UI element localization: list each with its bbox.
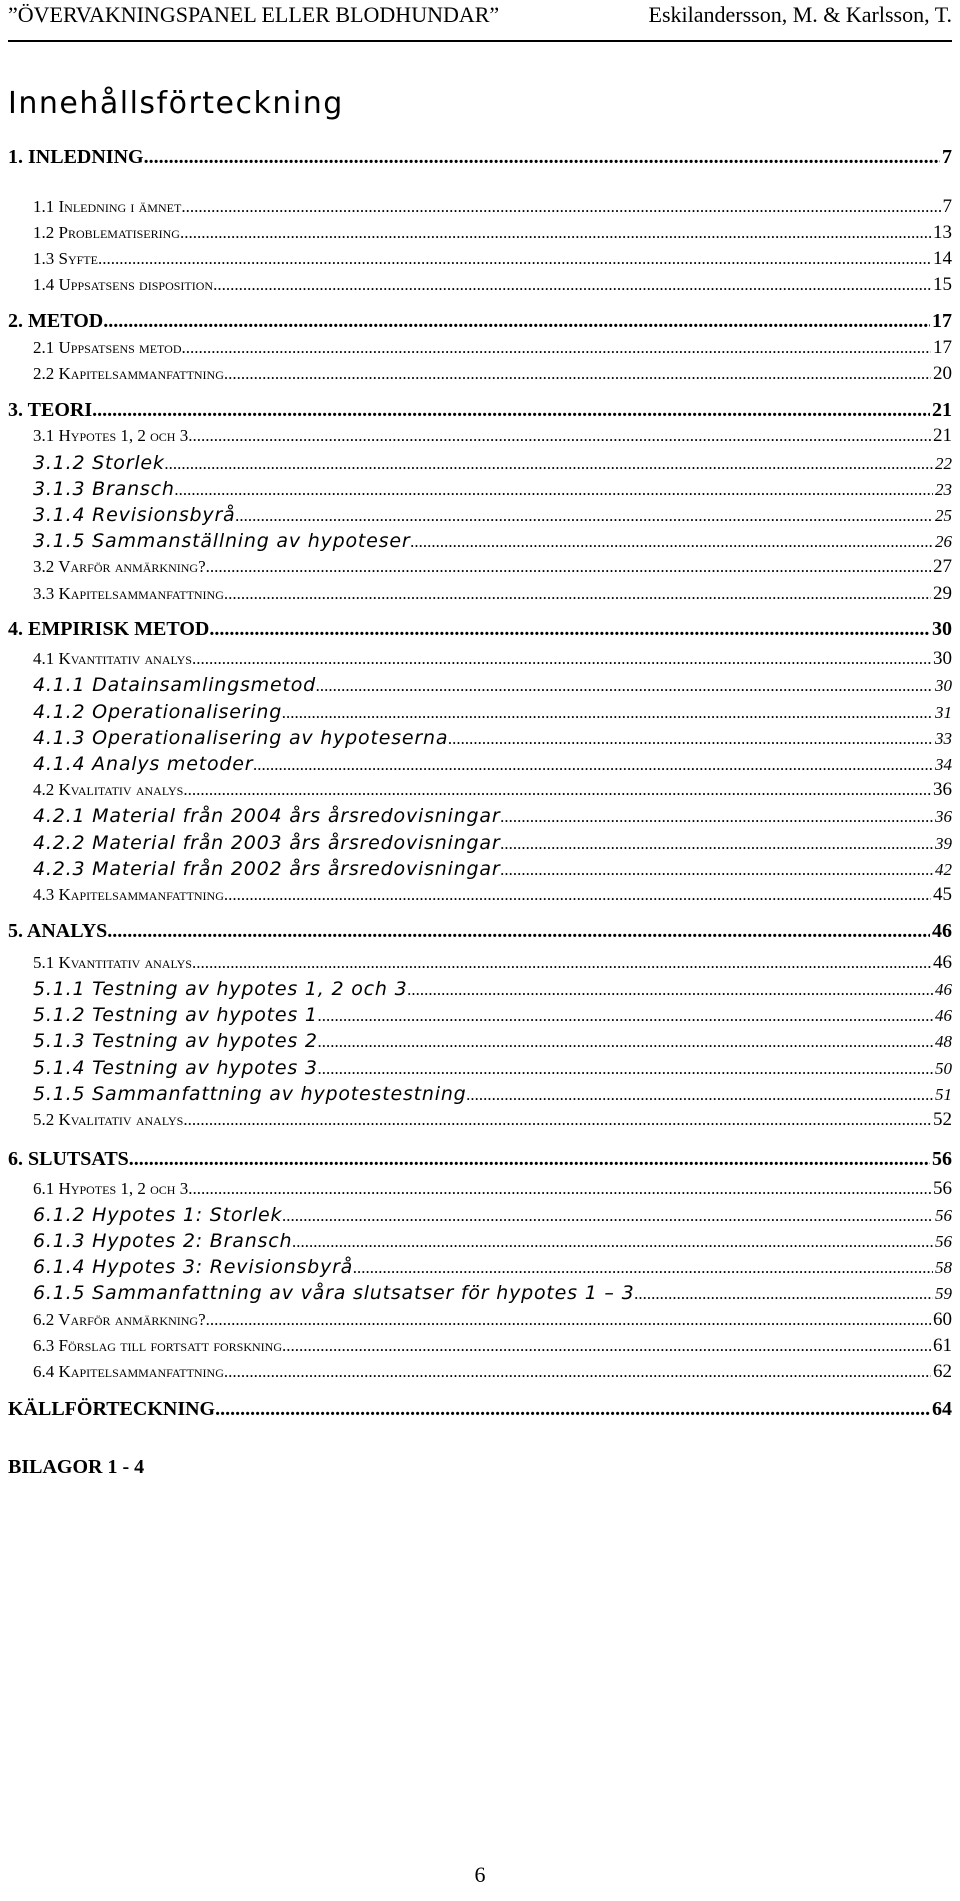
toc-leader-dots [206, 1310, 931, 1330]
toc-entry-page-number: 34 [935, 755, 952, 774]
toc-entry-page-number: 51 [935, 1085, 952, 1104]
toc-entry-label: 5.2 Kvalitativ analys [33, 1110, 184, 1129]
toc-entry-page-number: 30 [932, 618, 952, 640]
toc-entry-label: 3.3 Kapitelsammanfattning [33, 584, 224, 603]
toc-entry-page-number: 61 [933, 1335, 952, 1356]
toc-entry-label: 4.1.3 Operationalisering av hypoteserna [33, 727, 449, 749]
toc-entry-page-number: 62 [933, 1361, 952, 1382]
header-authors: Eskilandersson, M. & Karlsson, T. [648, 2, 952, 27]
toc-leader-dots [253, 755, 933, 775]
toc-entry-page-number: 56 [933, 1178, 952, 1199]
toc-leader-dots [318, 1059, 933, 1079]
toc-entry-page-number: 52 [933, 1109, 952, 1130]
toc-entry-page-number: 56 [935, 1232, 952, 1251]
toc-entry[interactable] [8, 363, 952, 389]
toc-entry-page-number: 20 [933, 363, 952, 384]
toc-entry[interactable] [8, 1204, 952, 1230]
toc-leader-dots [188, 1179, 931, 1199]
toc-entry[interactable] [8, 248, 952, 274]
toc-leader-dots [144, 146, 940, 169]
toc-entry-page-number: 64 [932, 1398, 952, 1420]
toc-leader-dots [215, 1398, 930, 1421]
toc-leader-dots [236, 506, 933, 526]
toc-entry-label: 3.1.4 Revisionsbyrå [33, 504, 236, 526]
toc-entry-page-number: 21 [932, 399, 952, 421]
toc-entry[interactable] [8, 1398, 952, 1424]
toc-entry[interactable] [8, 858, 952, 884]
toc-leader-dots [224, 1362, 931, 1382]
toc-entry-page-number: 36 [933, 779, 952, 800]
toc-entry[interactable] [8, 337, 952, 363]
toc-entry-label: 3.1 Hypotes 1, 2 och 3 [33, 426, 189, 445]
toc-entry-page-number: 39 [935, 834, 952, 853]
toc-entry-label: 3.1.2 Storlek [33, 452, 165, 474]
toc-leader-dots [107, 920, 930, 943]
toc-entry-label: 1.4 Uppsatsens disposition [33, 275, 214, 294]
toc-entry-page-number: 58 [935, 1258, 952, 1277]
toc-leader-dots [500, 860, 933, 880]
toc-entry[interactable] [8, 674, 952, 700]
toc-entry-label: 4.2.1 Material från 2004 års årsredovisningar [33, 805, 501, 827]
toc-entry-label: 6. SLUTSATS [8, 1148, 129, 1170]
toc-entry[interactable] [8, 1109, 952, 1135]
appendix-label: BILAGOR 1 - 4 [8, 1456, 145, 1478]
toc-entry[interactable] [8, 452, 952, 478]
toc-leader-dots [318, 1006, 933, 1026]
toc-leader-dots [282, 703, 933, 723]
toc-entry[interactable] [8, 618, 952, 644]
header-title: ”ÖVERVAKNINGSPANEL ELLER BLODHUNDAR” [8, 2, 500, 27]
toc-leader-dots [318, 1032, 933, 1052]
toc-entry-page-number: 31 [935, 703, 952, 722]
toc-entry-page-number: 56 [932, 1148, 952, 1170]
toc-entry[interactable] [8, 1083, 952, 1109]
toc-entry-page-number: 59 [935, 1284, 952, 1303]
toc-entry[interactable] [8, 556, 952, 582]
toc-entry-page-number: 48 [935, 1032, 952, 1051]
toc-entry[interactable] [8, 1361, 952, 1387]
toc-entry-label: 6.1.5 Sammanfattning av våra slutsatser för hypotes 1 – 3 [33, 1282, 635, 1304]
toc-leader-dots [98, 249, 931, 269]
toc-entry-label: 6.2 Varför anmärkning? [33, 1310, 206, 1329]
toc-leader-dots [175, 480, 933, 500]
toc-entry-label: 4.2.3 Material från 2002 års årsredovisningar [33, 858, 501, 880]
toc-leader-dots [282, 1336, 931, 1356]
toc-entry-page-number: 42 [935, 860, 952, 879]
toc-entry-page-number: 46 [933, 952, 952, 973]
toc-entry-page-number: 46 [935, 1006, 952, 1025]
toc-entry-label: 6.4 Kapitelsammanfattning [33, 1362, 224, 1381]
toc-entry[interactable] [8, 478, 952, 504]
toc-entry-label: 4.1.1 Datainsamlingsmetod [33, 674, 317, 696]
toc-leader-dots [316, 676, 933, 696]
toc-entry-page-number: 26 [935, 532, 952, 551]
toc-entry[interactable] [8, 978, 952, 1004]
toc-entry-label: 3.1.3 Bransch [33, 478, 175, 500]
toc-entry-label: 6.1.3 Hypotes 2: Bransch [33, 1230, 293, 1252]
toc-leader-dots [224, 885, 931, 905]
toc-entry-label: KÄLLFÖRTECKNING [8, 1398, 216, 1420]
toc-entry[interactable] [8, 146, 952, 172]
toc-entry-page-number: 15 [933, 274, 952, 295]
toc-entry[interactable] [8, 1282, 952, 1308]
toc-entry-label: 2.1 Uppsatsens metod [33, 338, 182, 357]
toc-leader-dots [183, 1110, 931, 1130]
toc-entry-label: 1. INLEDNING [8, 146, 144, 168]
toc-entry[interactable] [8, 1004, 952, 1030]
toc-leader-dots [182, 338, 931, 358]
toc-entry[interactable] [8, 274, 952, 300]
toc-leader-dots [353, 1258, 933, 1278]
toc-entry-label: 4.2 Kvalitativ analys [33, 780, 184, 799]
toc-entry[interactable] [8, 648, 952, 674]
toc-entry-page-number: 60 [933, 1309, 952, 1330]
toc-leader-dots [183, 780, 931, 800]
toc-entry-page-number: 25 [935, 506, 952, 525]
toc-leader-dots [192, 953, 931, 973]
toc-leader-dots [500, 807, 933, 827]
toc-entry-label: 1.1 Inledning i ämnet [33, 197, 182, 216]
toc-entry[interactable] [8, 1230, 952, 1256]
toc-entry[interactable] [8, 425, 952, 451]
toc-entry[interactable] [8, 920, 952, 946]
toc-leader-dots [292, 1232, 933, 1252]
toc-entry-label: 1.3 Syfte [33, 249, 98, 268]
toc-entry-label: 6.1.4 Hypotes 3: Revisionsbyrå [33, 1256, 354, 1278]
toc-entry-page-number: 7 [942, 146, 952, 168]
toc-leader-dots [410, 532, 933, 552]
toc-entry[interactable] [8, 530, 952, 556]
toc-entry[interactable] [8, 701, 952, 727]
toc-entry-page-number: 46 [932, 920, 952, 942]
toc-entry[interactable] [8, 753, 952, 779]
toc-entry-page-number: 13 [933, 222, 952, 243]
toc-leader-dots [407, 980, 933, 1000]
toc-title: Innehållsförteckning [8, 86, 344, 121]
toc-leader-dots [634, 1284, 933, 1304]
toc-entry-label: 5.1 Kvantitativ analys [33, 953, 192, 972]
toc-leader-dots [165, 454, 933, 474]
toc-entry[interactable] [8, 504, 952, 530]
toc-leader-dots [448, 729, 933, 749]
toc-entry[interactable] [8, 196, 952, 222]
toc-entry[interactable] [8, 952, 952, 978]
toc-entry-label: 5.1.5 Sammanfattning av hypotestestning [33, 1083, 467, 1105]
toc-entry[interactable] [8, 399, 952, 425]
toc-entry-label: 6.1 Hypotes 1, 2 och 3 [33, 1179, 189, 1198]
toc-entry-page-number: 22 [935, 454, 952, 473]
toc-entry[interactable] [8, 1148, 952, 1174]
toc-entry[interactable] [8, 1309, 952, 1335]
toc-entry-label: 4.1 Kvantitativ analys [33, 649, 192, 668]
toc-entry[interactable] [8, 222, 952, 248]
toc-entry[interactable] [8, 1335, 952, 1361]
toc-entry[interactable] [8, 805, 952, 831]
appendix-heading [8, 1456, 952, 1482]
toc-leader-dots [188, 426, 931, 446]
running-header [8, 2, 952, 42]
toc-entry[interactable] [8, 779, 952, 805]
toc-entry-page-number: 23 [935, 480, 952, 499]
toc-entry-page-number: 17 [932, 310, 952, 332]
toc-entry[interactable] [8, 1256, 952, 1282]
toc-entry-label: 3.2 Varför anmärkning? [33, 557, 206, 576]
toc-entry-label: 4.3 Kapitelsammanfattning [33, 885, 224, 904]
toc-leader-dots [103, 310, 930, 333]
toc-entry[interactable] [8, 1178, 952, 1204]
toc-entry-label: 4.2.2 Material från 2003 års årsredovisningar [33, 832, 501, 854]
toc-leader-dots [192, 649, 931, 669]
toc-entry-label: 1.2 Problematisering [33, 223, 180, 242]
page-number: 6 [474, 1862, 486, 1887]
toc-entry-label: 5.1.3 Testning av hypotes 2 [33, 1030, 318, 1052]
toc-entry-label: 2.2 Kapitelsammanfattning [33, 364, 224, 383]
toc-entry[interactable] [8, 884, 952, 910]
toc-entry[interactable] [8, 583, 952, 609]
toc-leader-dots [92, 399, 930, 422]
toc-leader-dots [209, 618, 930, 641]
toc-leader-dots [180, 223, 931, 243]
toc-leader-dots [500, 834, 933, 854]
toc-entry-label: 5. ANALYS [8, 920, 108, 942]
toc-entry-label: 5.1.1 Testning av hypotes 1, 2 och 3 [33, 978, 408, 1000]
toc-entry-page-number: 33 [935, 729, 952, 748]
toc-entry[interactable] [8, 1030, 952, 1056]
toc-entry-page-number: 27 [933, 556, 952, 577]
toc-leader-dots [467, 1085, 933, 1105]
toc-entry-label: 4.1.4 Analys metoder [33, 753, 254, 775]
toc-entry-label: 6.3 Förslag till fortsatt forskning [33, 1336, 282, 1355]
toc-entry-label: 6.1.2 Hypotes 1: Storlek [33, 1204, 283, 1226]
toc-entry-label: 4.1.2 Operationalisering [33, 701, 283, 723]
toc-entry-page-number: 14 [933, 248, 952, 269]
toc-leader-dots [282, 1206, 933, 1226]
toc-leader-dots [213, 275, 931, 295]
toc-entry-page-number: 21 [933, 425, 952, 446]
toc-leader-dots [129, 1148, 930, 1171]
toc-entry-label: 2. METOD [8, 310, 104, 332]
toc-entry-label: 5.1.4 Testning av hypotes 3 [33, 1057, 318, 1079]
toc-leader-dots [206, 557, 931, 577]
toc-entry-page-number: 56 [935, 1206, 952, 1225]
toc-entry[interactable] [8, 727, 952, 753]
toc-leader-dots [181, 197, 940, 217]
toc-entry-page-number: 30 [935, 676, 952, 695]
toc-entry-page-number: 36 [935, 807, 952, 826]
toc-entry-page-number: 17 [933, 337, 952, 358]
toc-entry[interactable] [8, 1057, 952, 1083]
toc-entry-label: 3.1.5 Sammanställning av hypoteser [33, 530, 411, 552]
toc-leader-dots [224, 584, 931, 604]
toc-entry-page-number: 29 [933, 583, 952, 604]
toc-entry-page-number: 45 [933, 884, 952, 905]
toc-entry-label: 4. EMPIRISK METOD [8, 618, 210, 640]
toc-entry-page-number: 7 [942, 196, 952, 217]
toc-entry-label: 5.1.2 Testning av hypotes 1 [33, 1004, 318, 1026]
toc-entry-label: 3. TEORI [8, 399, 93, 421]
toc-entry[interactable] [8, 832, 952, 858]
toc-entry-page-number: 46 [935, 980, 952, 999]
toc-leader-dots [224, 364, 931, 384]
toc-entry-page-number: 30 [933, 648, 952, 669]
toc-entry[interactable] [8, 310, 952, 336]
toc-entry-page-number: 50 [935, 1059, 952, 1078]
